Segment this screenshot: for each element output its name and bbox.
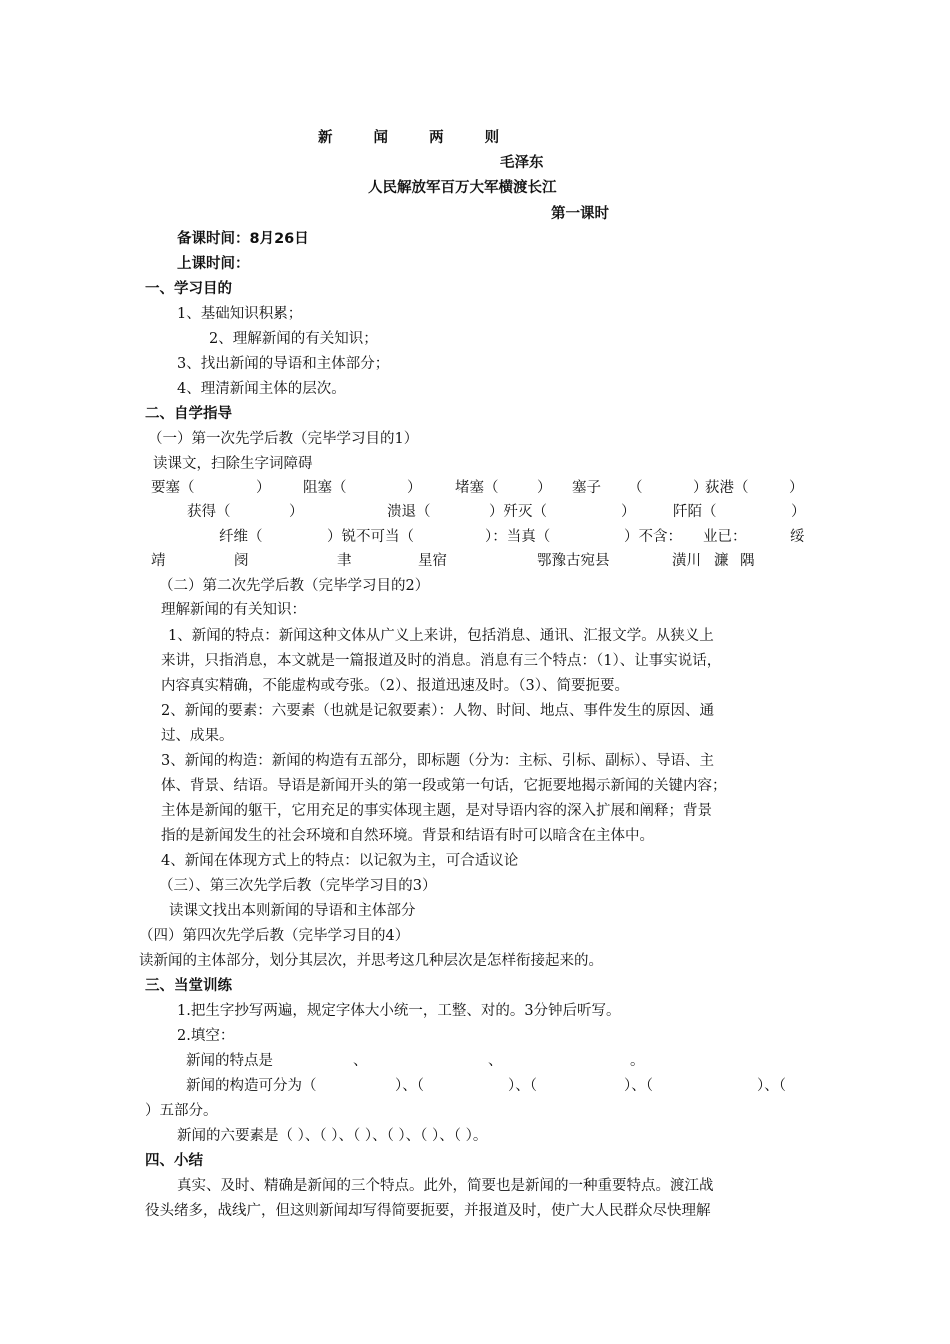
s2-part2-intro: 理解新闻的有关知识： (161, 602, 306, 618)
fill-blank-text: ）、（ (624, 1078, 653, 1094)
s1-item: 2、理解新闻的有关知识； (209, 331, 378, 347)
knowledge-2-line: 过、成果。 (161, 728, 234, 744)
knowledge-3-line: 主体是新闻的躯干，它用充足的事实体现主题，是对导语内容的深入扩展和阐释；背景 (161, 803, 712, 819)
s2-part1-intro: 读课文，扫除生字词障碍 (153, 456, 313, 472)
section-2-heading: 二、自学指导 (145, 406, 232, 422)
knowledge-4-line: 4、新闻在体现方式上的特点：以记叙为主，可合适议论 (161, 853, 519, 869)
vocab-item: 鄂豫古宛县 (537, 553, 610, 569)
vocab-item: 溃退（ (387, 504, 431, 520)
vocab-item: ）：当真（ (485, 529, 551, 545)
fill-blank-text: ）五部分。 (145, 1103, 218, 1119)
vocab-item: 濂 (714, 553, 729, 569)
s3-item: 1.把生字抄写两遍，规定字体大小统一，工整、对的。3分钟后听写。 (177, 1003, 621, 1019)
section-1-heading: 一、学习目的 (145, 281, 232, 297)
vocab-item: ）锐不可当（ (327, 529, 414, 545)
vocab-item: ） (791, 504, 806, 520)
vocab-item: ） (256, 480, 271, 496)
vocab-item: 阡陌（ (673, 504, 717, 520)
vocab-item: 聿 (337, 553, 352, 569)
vocab-item: ） (789, 480, 804, 496)
s1-item: 3、找出新闻的导语和主体部分； (177, 356, 390, 372)
vocab-item: ）歼灭（ (489, 504, 547, 520)
knowledge-1-line: 来讲，只指消息，本文就是一篇报道及时的消息。消息有三个特点：（1）、让事实说话， (161, 653, 722, 669)
prep-time: 备课时间：8月26日 (177, 231, 309, 247)
vocab-item: ） (693, 480, 708, 496)
vocab-item: 要塞（ (151, 480, 195, 496)
s1-item: 4、理清新闻主体的层次。 (177, 381, 346, 397)
vocab-item: 隅 (740, 553, 755, 569)
vocab-item: 业已： (703, 529, 747, 545)
s1-item: 1、基础知识积累； (177, 306, 303, 322)
vocab-item: ） (621, 504, 636, 520)
fill-blank-text: 、 (488, 1053, 503, 1069)
doc-author: 毛泽东 (500, 155, 544, 171)
s2-part3-heading: （三）、第三次先学后教（完毕学习目的3） (159, 878, 437, 894)
knowledge-3-line: 体、背景、结语。导语是新闻开头的第一段或第一句话，它扼要地揭示新闻的关键内容； (161, 778, 727, 794)
fill-blank-text: 。 (630, 1053, 645, 1069)
fill-blank-text: ）、（ (508, 1078, 537, 1094)
section-3-heading: 三、当堂训练 (145, 978, 232, 994)
vocab-item: 阌 (234, 553, 249, 569)
vocab-item: 获得（ (187, 504, 231, 520)
fill-blank-text: ）、（ (395, 1078, 424, 1094)
vocab-item: 纤维（ (219, 529, 263, 545)
vocab-item: 塞子 (572, 480, 601, 496)
s2-part1-heading: （一）第一次先学后教（完毕学习目的1） (148, 431, 419, 447)
vocab-item: ） (289, 504, 304, 520)
s2-part3-text: 读课文找出本则新闻的导语和主体部分 (169, 903, 416, 919)
vocab-item: 堵塞（ (455, 480, 499, 496)
knowledge-1-line: 1、新闻的特点：新闻这种文体从广义上来讲，包括消息、通讯、汇报文学。从狭义上 (168, 628, 714, 644)
fill-blank-text: 、 (353, 1053, 368, 1069)
class-time: 上课时间： (177, 256, 250, 272)
vocab-item: 星宿 (418, 553, 447, 569)
knowledge-2-line: 2、新闻的要素：六要素（也就是记叙要素）：人物、时间、地点、事件发生的原因、通 (161, 703, 714, 719)
section-4-heading: 四、小结 (145, 1153, 203, 1169)
s2-part4-text: 读新闻的主体部分，划分其层次，并思考这几种层次是怎样衔接起来的。 (139, 953, 603, 969)
vocab-item: ）不含： (624, 529, 682, 545)
knowledge-3-line: 3、新闻的构造：新闻的构造有五部分，即标题（分为：主标、引标、副标）、导语、主 (161, 753, 714, 769)
knowledge-3-line: 指的是新闻发生的社会环境和自然环境。背景和结语有时可以暗含在主体中。 (161, 828, 654, 844)
vocab-item: ） (537, 480, 552, 496)
vocab-item: 阻塞（ (303, 480, 347, 496)
s3-item: 2.填空： (177, 1028, 235, 1044)
vocab-item: 绥 (790, 529, 805, 545)
summary-line: 役头绪多，战线广，但这则新闻却写得简要扼要，并报道及时，使广大人民群众尽快理解 (145, 1203, 711, 1219)
fill-blank-text: ）、（ (757, 1078, 786, 1094)
doc-title: 新 闻 两 则 (318, 130, 518, 146)
s2-part2-heading: （二）第二次先学后教（完毕学习目的2） (159, 578, 430, 594)
vocab-item: 荻港（ (705, 480, 749, 496)
fill-blank-text: 新闻的构造可分为（ (186, 1078, 317, 1094)
doc-subtitle: 人民解放军百万大军横渡长江 (368, 180, 557, 196)
vocab-item: ） (407, 480, 422, 496)
fill-blank-text: 新闻的特点是 (186, 1053, 273, 1069)
lesson-label: 第一课时 (551, 206, 609, 222)
vocab-item: （ (628, 480, 643, 496)
vocab-item: 靖 (151, 553, 166, 569)
vocab-item: 潢川 (672, 553, 701, 569)
knowledge-1-line: 内容真实精确，不能虚构或夸张。（2）、报道迅速及时。（3）、简要扼要。 (161, 678, 629, 694)
summary-line: 真实、及时、精确是新闻的三个特点。此外，简要也是新闻的一种重要特点。渡江战 (177, 1178, 714, 1194)
s2-part4-heading: （四）第四次先学后教（完毕学习目的4） (139, 928, 410, 944)
fill-blank-text: 新闻的六要素是（ ）、（ ）、（ ）、（ ）、（ ）、（ ）。 (177, 1128, 488, 1144)
